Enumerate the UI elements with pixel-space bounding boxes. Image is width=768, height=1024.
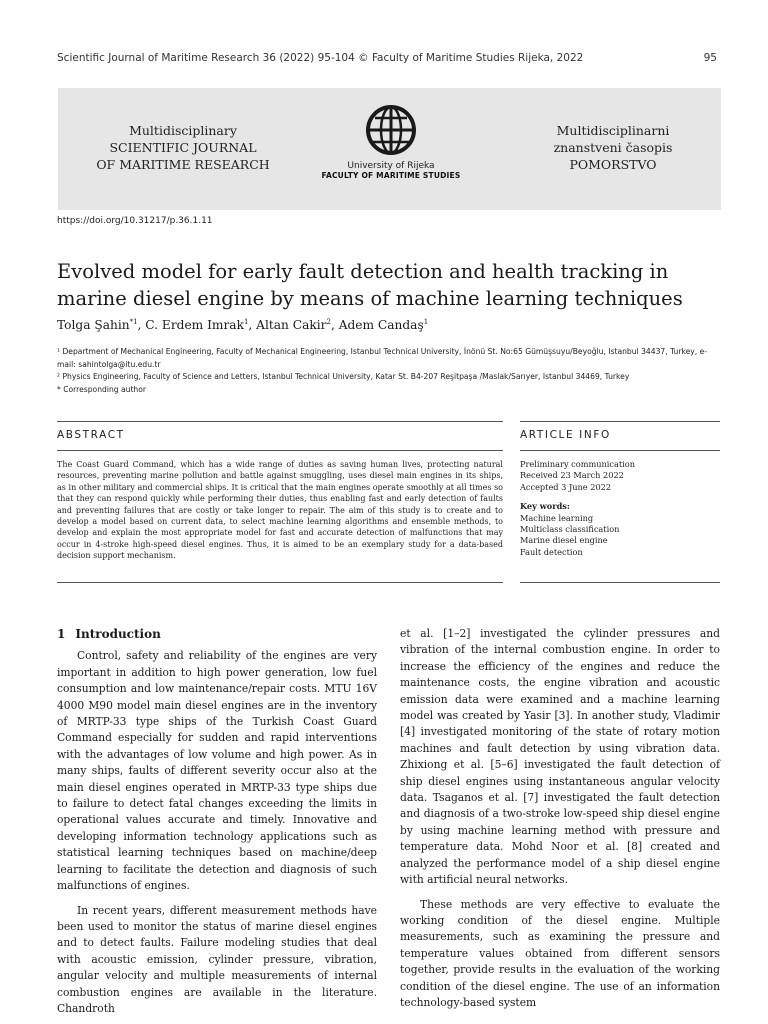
divider bbox=[57, 582, 503, 583]
affiliation: ² Physics Engineering, Faculty of Science and Letters, Istanbul Technical University, Katar St. B4-207 Reşitpaşa /Maslak/Sarıyer, Istanbul 34469, Turkey bbox=[57, 372, 630, 381]
author-name: C. Erdem Imrak bbox=[145, 318, 244, 333]
abstract-text: The Coast Guard Command, which has a wide range of duties as saving human lives, protecting natural resources, preventing marine pollution and battle against smuggling, uses diesel main engines in its ships, as in other military and commercial ships. It is critical that the main engines operate smoothly at all times so that they can respond quickly while performing their duties, thus enabling fast and early detection of faults and preventing failures that are costly or take longer to repair. The aim of this study is to create and to develop a model based on current data, to select machine learning algorithms and ensemble methods, to develop and explain the most appropriate model for fast and accurate detection of malfunctions that may occur in 4-stroke high-speed diesel engines. Thus, it is aimed to be an exemplary study for a data-based decision support mechanism. bbox=[57, 460, 503, 561]
keyword: Fault detection bbox=[520, 546, 583, 557]
faculty-logo bbox=[306, 104, 476, 180]
banner-right-title: Multidisciplinarni znanstveni časopis POMORSTVO bbox=[553, 123, 673, 172]
paragraph: These methods are very effective to evaluate the working condition of the diesel engine. Multiple measurements, such as examining the pressure and temperature values obtained from different sensors together, provide results in the evaluation of the working condition of the diesel engine. The use of an information technology-based system bbox=[400, 897, 720, 1009]
logo-faculty-label: FACULTY OF MARITIME STUDIES bbox=[321, 171, 461, 180]
affiliations bbox=[57, 346, 723, 396]
affiliation: ¹ Department of Mechanical Engineering, Faculty of Mechanical Engineering, Istanbul Technical University, İnönü St. No:65 Gümüşsuyu/Beyoğlu, Istanbul 34437, Turkey, e-mail: sahintolga@itu.edu.tr bbox=[57, 347, 708, 369]
author-list: Tolga Şahin$^{*1}$, C. Erdem Imrak$^1$, Altan Cakir$^2$, Adem Candaş$^1$ bbox=[57, 318, 429, 333]
globe-logo-icon bbox=[365, 104, 417, 156]
article-info bbox=[520, 459, 720, 558]
section-title: Introduction bbox=[75, 627, 161, 641]
section-number: 1 bbox=[57, 627, 66, 641]
author-name: Altan Cakir bbox=[256, 318, 327, 333]
keyword: Machine learning bbox=[520, 512, 594, 523]
paragraph: et al. [1–2] investigated the cylinder pressures and vibration of the internal combustion engine. In order to increase the efficiency of the engines and reduce the maintenance costs, the engine vibration and acoustic emission data were examined and a machine learning model was created by Yasir [3]. In another study, Vladimir [4] investigated monitoring of the state of rotary motion machines and fault detection by using vibration data. Zhixiong et al. [5–6] investigated the fault detection of ship diesel engines using instantaneous angular velocity data. Tsaganos et al. [7] investigated the fault detection and diagnosis of a two-stroke low-speed ship diesel engine by using machine learning method with pressure and temperature data. Mohd Noor et al. [8] created and analyzed the performance model of a ship diesel engine with artificial neural networks. bbox=[400, 627, 720, 887]
divider bbox=[520, 450, 720, 451]
doi-link[interactable]: https://doi.org/10.31217/p.36.1.11 bbox=[57, 216, 213, 226]
author-name: Adem Candaş bbox=[338, 318, 424, 333]
accepted-date: Accepted 3 June 2022 bbox=[520, 481, 612, 492]
running-header bbox=[57, 52, 717, 64]
received-date: Received 23 March 2022 bbox=[520, 470, 624, 481]
paragraph: Control, safety and reliability of the engines are very important in addition to high power generation, low fuel consumption and low maintenance/repair costs. MTU 16V 4000 M90 model main diesel engines are in the inventory of MRTP-33 type ships of the Turkish Coast Guard Command especially for sudden and rapid interventions with the advantages of low volume and high power. As in many ships, faults of different severity occur also at the main diesel engines operated in MRTP-33 type ships due to failure to detect fatal changes exceeding the limits in operational values accurate and timely. Innovative and developing information technology applications such as statistical learning techniques based on machine/deep learning to facilitate the detection and diagnosis of such malfunctions of engines. bbox=[57, 649, 377, 893]
keyword: Marine diesel engine bbox=[520, 535, 608, 546]
divider bbox=[520, 582, 720, 583]
abstract-heading: ABSTRACT bbox=[57, 429, 125, 441]
paper-title: Evolved model for early fault detection and health tracking in marine diesel engine by means of machine learning techniques bbox=[57, 260, 683, 310]
banner-left-title: Multidisciplinary SCIENTIFIC JOURNAL OF MARITIME RESEARCH bbox=[96, 123, 270, 172]
divider bbox=[57, 421, 503, 422]
journal-banner bbox=[58, 88, 721, 210]
divider bbox=[57, 450, 503, 451]
keyword: Multiclass classification bbox=[520, 524, 620, 535]
paragraph: In recent years, different measurement methods have been used to monitor the status of marine diesel engines and to detect faults. Failure modeling studies that deal with acoustic emission, cylinder pressure, vibration, angular velocity and multiple measurements of internal combustion engines are available in the literature. Chandroth bbox=[57, 903, 377, 1015]
author-name: Tolga Şahin bbox=[57, 318, 130, 333]
corresponding-author-note: * Corresponding author bbox=[57, 384, 147, 394]
body-column-left bbox=[57, 626, 377, 1017]
page-number: 95 bbox=[703, 52, 717, 64]
article-type: Preliminary communication bbox=[520, 459, 635, 469]
keywords-heading: Key words: bbox=[520, 501, 570, 512]
section-heading bbox=[57, 626, 377, 642]
divider bbox=[520, 421, 720, 422]
logo-university-label: University of Rijeka bbox=[347, 161, 435, 171]
article-info-heading: ARTICLE INFO bbox=[520, 429, 611, 441]
body-column-right bbox=[400, 626, 720, 1011]
journal-citation: Scientific Journal of Maritime Research 36 (2022) 95-104 © Faculty of Maritime Studies Rijeka, 2022 bbox=[57, 52, 584, 64]
